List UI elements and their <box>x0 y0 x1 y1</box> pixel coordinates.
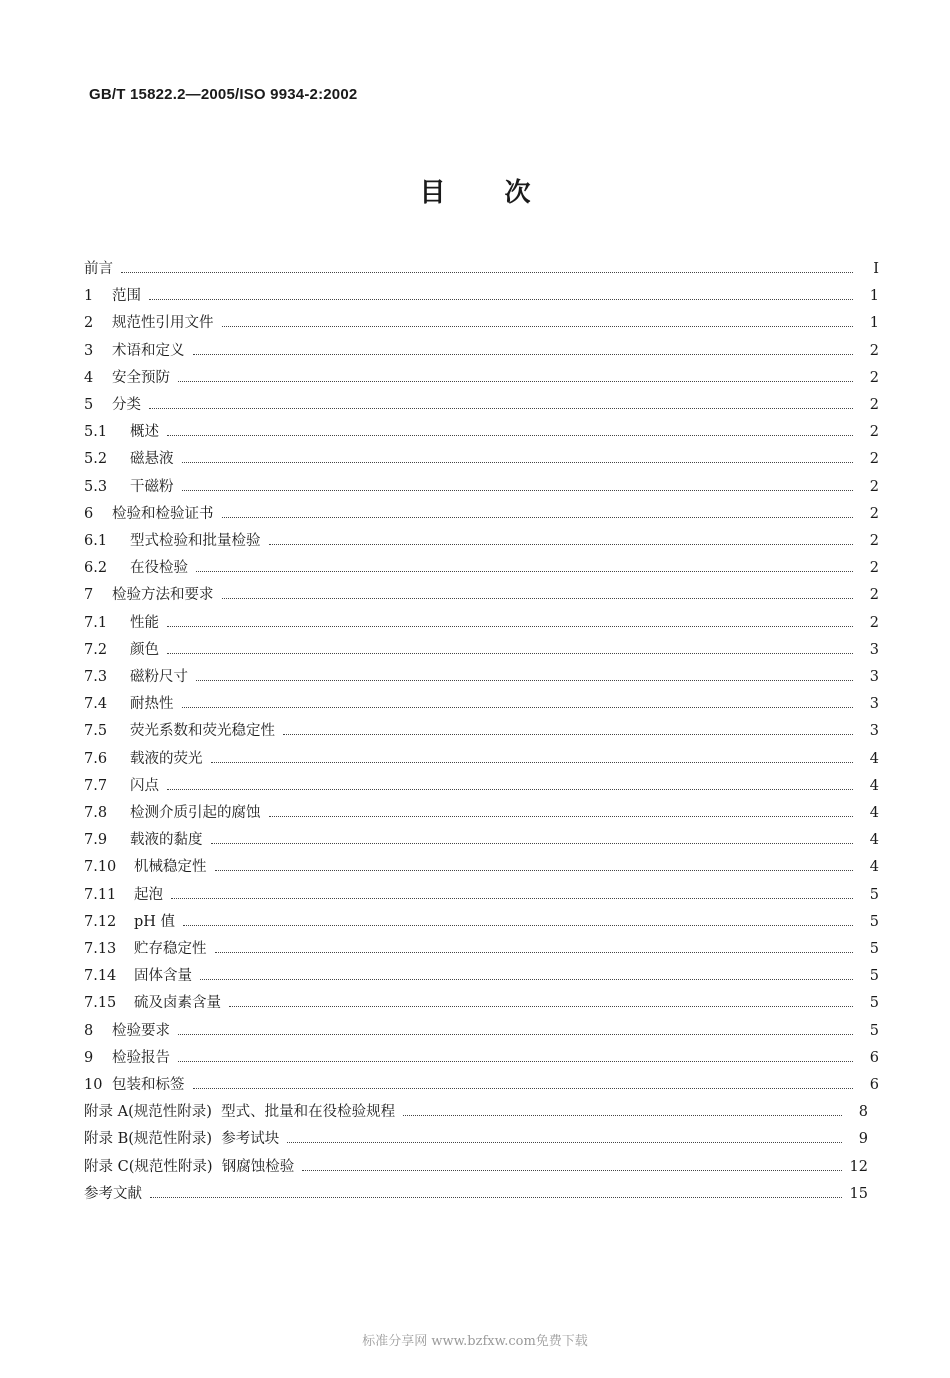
toc-entry[interactable] <box>84 965 879 987</box>
toc-entry[interactable] <box>84 720 879 742</box>
toc-entry-label: 安全预防 <box>112 369 170 386</box>
toc-entry[interactable] <box>84 639 879 661</box>
toc-entry-label: 型式检验和批量检验 <box>130 533 261 549</box>
toc-entry-page: 6 <box>869 1077 879 1093</box>
toc-entry-page: 2 <box>869 451 879 468</box>
toc-entry-page: 2 <box>869 587 879 604</box>
toc-entry-page: 1 <box>869 288 879 305</box>
toc-entry-label: 颜色 <box>130 641 159 658</box>
toc-entry-number: 7 <box>84 587 94 604</box>
toc-dot-leader <box>211 762 854 763</box>
toc-entry[interactable] <box>84 476 879 498</box>
toc-entry-page: 4 <box>869 832 879 849</box>
toc-dot-leader <box>283 734 853 735</box>
toc-entry-number: 7.5 <box>84 723 108 740</box>
toc-entry-label: 机械稳定性 <box>134 859 207 876</box>
toc-dot-leader <box>302 1170 842 1171</box>
toc-entry-label: 磁粉尺寸 <box>130 669 188 685</box>
toc-entry-number: 5.1 <box>84 424 108 441</box>
toc-entry[interactable] <box>84 421 879 443</box>
toc-entry-label: 载液的黏度 <box>130 832 203 849</box>
toc-dot-leader <box>200 979 853 980</box>
toc-entry-page: 2 <box>869 505 879 522</box>
toc-entry-number: 7.1 <box>84 614 108 631</box>
toc-entry-page: 2 <box>869 478 879 495</box>
toc-entry-label: 概述 <box>130 424 159 441</box>
toc-entry-number: 7.9 <box>84 832 108 849</box>
toc-entry-page: 2 <box>869 424 879 441</box>
toc-entry-number: 5.2 <box>84 451 108 468</box>
toc-entry[interactable] <box>84 1183 868 1205</box>
toc-entry-number: 5.3 <box>84 478 108 495</box>
toc-entry[interactable] <box>84 258 879 280</box>
toc-dot-leader <box>183 925 853 926</box>
toc-dot-leader <box>182 490 854 491</box>
toc-entry-page: I <box>873 261 879 277</box>
toc-entry[interactable] <box>84 693 879 715</box>
toc-entry-number: 7.6 <box>84 750 108 767</box>
toc-entry-label: 附录 A(规范性附录) 型式、批量和在役检验规程 <box>84 1104 396 1121</box>
toc-entry[interactable] <box>84 1074 879 1096</box>
toc-entry[interactable] <box>84 884 879 906</box>
toc-entry-label: 硫及卤素含量 <box>134 995 221 1012</box>
toc-dot-leader <box>149 408 853 409</box>
toc-dot-leader <box>222 598 854 599</box>
toc-dot-leader <box>167 789 853 790</box>
toc-entry-page: 3 <box>869 723 879 740</box>
toc-dot-leader <box>269 544 854 545</box>
toc-dot-leader <box>167 653 853 654</box>
toc-entry-label: 耐热性 <box>130 696 174 713</box>
toc-dot-leader <box>182 462 854 463</box>
toc-entry-label: 检验报告 <box>112 1049 170 1066</box>
toc-entry[interactable] <box>84 829 879 851</box>
toc-entry[interactable] <box>84 1020 879 1042</box>
toc-entry-label: 在役检验 <box>130 560 188 577</box>
toc-entry[interactable] <box>84 448 879 470</box>
toc-dot-leader <box>178 381 853 382</box>
toc-entry-label: 分类 <box>112 397 141 413</box>
toc-entry-label: 固体含量 <box>134 968 192 985</box>
toc-entry-page: 5 <box>869 995 879 1012</box>
toc-entry-page: 5 <box>869 913 879 930</box>
toc-dot-leader <box>196 680 853 681</box>
toc-entry-number: 7.12 <box>84 913 117 930</box>
toc-entry-number: 6 <box>84 505 94 522</box>
toc-dot-leader <box>149 299 853 300</box>
toc-entry-number: 3 <box>84 342 94 359</box>
toc-dot-leader <box>182 707 854 708</box>
toc-entry-number: 5 <box>84 397 94 413</box>
toc-entry-page: 4 <box>869 777 879 794</box>
toc-dot-leader <box>269 816 854 817</box>
toc-entry[interactable] <box>84 503 879 525</box>
toc-entry-label: 干磁粉 <box>130 478 174 495</box>
toc-entry[interactable] <box>84 394 879 416</box>
toc-entry-label: 附录 C(规范性附录) 钢腐蚀检验 <box>84 1158 295 1175</box>
toc-dot-leader <box>222 326 854 327</box>
toc-dot-leader <box>287 1142 842 1143</box>
toc-entry-page: 15 <box>849 1185 868 1202</box>
toc-dot-leader <box>121 272 853 273</box>
toc-entry[interactable] <box>84 557 879 579</box>
toc-dot-leader <box>193 354 854 355</box>
toc-entry-page: 3 <box>869 669 879 685</box>
toc-entry-label: 包装和标签 <box>112 1077 185 1093</box>
toc-entry-number: 10 <box>84 1077 103 1093</box>
toc-entry-number: 7.4 <box>84 696 108 713</box>
toc-entry-number: 6.2 <box>84 560 108 577</box>
toc-entry-label: pH 值 <box>134 913 176 930</box>
toc-entry[interactable] <box>84 584 879 606</box>
toc-entry-number: 7.3 <box>84 669 108 685</box>
toc-entry-page: 4 <box>869 805 879 821</box>
toc-entry-page: 5 <box>869 886 879 903</box>
toc-dot-leader <box>150 1197 842 1198</box>
toc-entry[interactable] <box>84 340 879 362</box>
toc-entry-page: 5 <box>869 1022 879 1039</box>
toc-entry-number: 8 <box>84 1022 94 1039</box>
toc-entry-number: 7.15 <box>84 995 117 1012</box>
toc-entry-label: 性能 <box>130 614 159 631</box>
toc-entry[interactable] <box>84 530 879 552</box>
toc-entry[interactable] <box>84 666 879 688</box>
toc-entry-number: 1 <box>84 288 94 305</box>
toc-entry[interactable] <box>84 285 879 307</box>
toc-entry[interactable] <box>84 1128 868 1150</box>
toc-entry[interactable] <box>84 911 879 933</box>
toc-dot-leader <box>215 952 854 953</box>
toc-dot-leader <box>178 1061 853 1062</box>
toc-entry-label: 范围 <box>112 288 141 305</box>
toc-entry-page: 2 <box>869 342 879 359</box>
toc-dot-leader <box>171 898 853 899</box>
toc-entry-label: 术语和定义 <box>112 342 185 359</box>
toc-entry-label: 载液的荧光 <box>130 750 203 767</box>
toc-entry-page: 4 <box>869 859 879 876</box>
toc-dot-leader <box>167 626 853 627</box>
toc-entry-number: 7.11 <box>84 886 117 903</box>
toc-dot-leader <box>403 1115 842 1116</box>
toc-entry-number: 7.2 <box>84 641 108 658</box>
toc-entry-page: 9 <box>858 1131 868 1148</box>
toc-entry-number: 4 <box>84 369 94 386</box>
toc-entry[interactable] <box>84 367 879 389</box>
toc-entry-page: 8 <box>858 1104 868 1121</box>
toc-entry-label: 参考文献 <box>84 1185 142 1202</box>
toc-entry-page: 2 <box>869 369 879 386</box>
watermark-footer: 标准分享网 www.bzfxw.com免费下载 <box>362 1334 588 1349</box>
toc-entry[interactable] <box>84 748 879 770</box>
toc-entry-page: 12 <box>849 1158 868 1175</box>
toc-entry-label: 附录 B(规范性附录) 参考试块 <box>84 1131 280 1148</box>
toc-entry[interactable] <box>84 992 879 1014</box>
toc-entry[interactable] <box>84 1047 879 1069</box>
toc-dot-leader <box>229 1006 853 1007</box>
toc-entry[interactable] <box>84 775 879 797</box>
page-title: 目 次 <box>419 178 531 208</box>
toc-entry-number: 2 <box>84 315 94 332</box>
toc-entry-page: 2 <box>869 397 879 413</box>
toc-entry-page: 2 <box>869 560 879 577</box>
toc-entry-page: 4 <box>869 750 879 767</box>
toc-dot-leader <box>215 870 854 871</box>
toc-entry-page: 3 <box>869 696 879 713</box>
toc-dot-leader <box>211 843 854 844</box>
toc-entry-page: 5 <box>869 941 879 957</box>
toc-entry-label: 检验和检验证书 <box>112 505 214 522</box>
toc-entry-number: 7.7 <box>84 777 108 794</box>
toc-entry-number: 7.14 <box>84 968 117 985</box>
toc-entry-page: 6 <box>869 1049 879 1066</box>
toc-entry-number: 7.10 <box>84 859 117 876</box>
toc-entry-label: 检验方法和要求 <box>112 587 214 604</box>
toc-entry[interactable] <box>84 856 879 878</box>
toc-entry[interactable] <box>84 938 879 960</box>
document-number: GB/T 15822.2—2005/ISO 9934-2:2002 <box>89 86 358 103</box>
toc-entry-label: 起泡 <box>134 886 163 903</box>
toc-entry[interactable] <box>84 312 879 334</box>
toc-entry-page: 1 <box>869 315 879 332</box>
toc-entry[interactable] <box>84 612 879 634</box>
toc-entry-label: 闪点 <box>130 777 159 794</box>
toc-entry-number: 6.1 <box>84 533 108 549</box>
toc-dot-leader <box>167 435 853 436</box>
toc-entry-page: 5 <box>869 968 879 985</box>
toc-entry-number: 7.13 <box>84 941 117 957</box>
toc-dot-leader <box>193 1088 854 1089</box>
toc-entry-label: 前言 <box>84 261 113 277</box>
toc-entry-label: 检验要求 <box>112 1022 170 1039</box>
toc-entry-number: 9 <box>84 1049 94 1066</box>
toc-entry-number: 7.8 <box>84 805 108 821</box>
toc-entry[interactable] <box>84 1101 868 1123</box>
toc-entry[interactable] <box>84 802 879 824</box>
toc-entry-label: 规范性引用文件 <box>112 315 214 332</box>
toc-dot-leader <box>222 517 854 518</box>
toc-entry-label: 检测介质引起的腐蚀 <box>130 805 261 821</box>
toc-entry-label: 荧光系数和荧光稳定性 <box>130 723 275 740</box>
toc-dot-leader <box>178 1034 853 1035</box>
toc-entry-label: 磁悬液 <box>130 451 174 468</box>
toc-entry-page: 2 <box>869 533 879 549</box>
toc-entry-page: 3 <box>869 641 879 658</box>
toc-entry-label: 贮存稳定性 <box>134 941 207 957</box>
toc-entry-page: 2 <box>869 614 879 631</box>
toc-entry[interactable] <box>84 1156 868 1178</box>
toc-dot-leader <box>196 571 853 572</box>
